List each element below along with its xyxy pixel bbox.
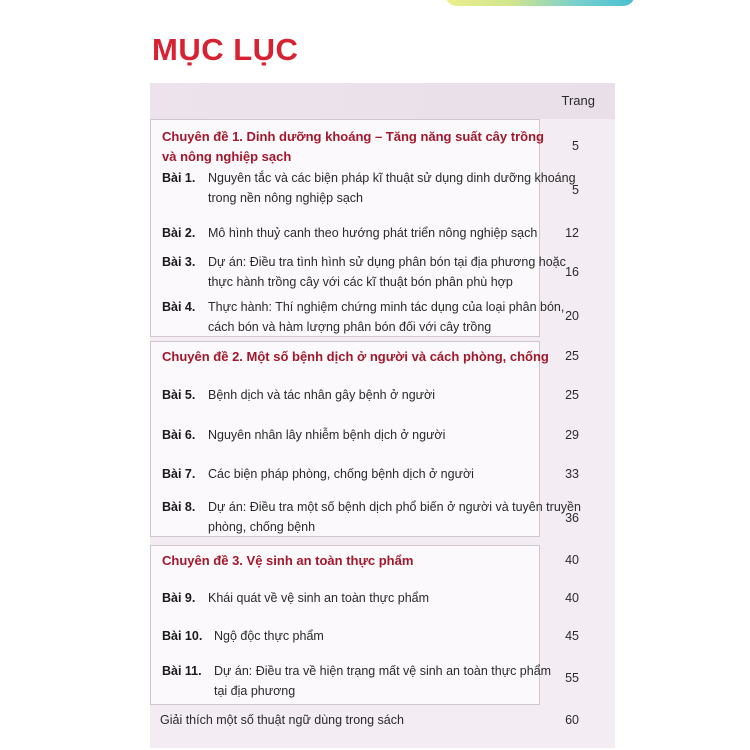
lesson-4-page: 20 [565,309,579,323]
lesson-10-line-1: Ngộ độc thực phẩm [214,629,324,643]
lesson-3-line-2: thực hành trồng cây với các kĩ thuật bón phân phù hợp [208,275,513,289]
lesson-6-label: Bài 6. [162,428,196,442]
page-top-band [0,0,750,16]
lesson-9-line-1: Khái quát về vệ sinh an toàn thực phẩm [208,591,430,605]
lesson-5-page: 25 [565,388,579,402]
glossary-page: 60 [565,713,579,727]
lesson-3-page: 16 [565,265,579,279]
lesson-7-line-1: Các biện pháp phòng, chống bệnh dịch ở người [208,467,474,481]
lesson-1-line-1: Nguyên tắc và các biện pháp kĩ thuật sử dụng dinh dưỡng khoáng [208,171,576,185]
lesson-9-label: Bài 9. [162,591,196,605]
lesson-7-label: Bài 7. [162,467,196,481]
lesson-6-line-1: Nguyên nhân lây nhiễm bệnh dịch ở người [208,428,446,442]
chapter-2-page: 25 [565,349,579,363]
glossary-entry: Giải thích một số thuật ngữ dùng trong sách [160,713,404,727]
chapter-3-page: 40 [565,553,579,567]
lesson-8-label: Bài 8. [162,500,196,514]
lesson-6-page: 29 [565,428,579,442]
page-title: MỤC LỤC [152,32,299,67]
toc-panel [150,83,615,748]
lesson-3-line-1: Dự án: Điều tra tình hình sử dụng phân bón tại địa phương hoặc [208,255,566,269]
lesson-11-line-1: Dự án: Điều tra về hiện trạng mất vệ sinh an toàn thực phẩm [214,664,552,678]
lesson-4-line-2: cách bón và hàm lượng phân bón đối với cây trồng [208,320,492,334]
lesson-9-page: 40 [565,591,579,605]
lesson-11-label: Bài 11. [162,664,202,678]
chapter-2-title-line-1: Chuyên đề 2. Một số bệnh dịch ở người và cách phòng, chống [162,349,549,364]
lesson-4-line-1: Thực hành: Thí nghiệm chứng minh tác dụng của loại phân bón, [208,300,565,314]
lesson-4-label: Bài 4. [162,300,196,314]
lesson-10-label: Bài 10. [162,629,203,643]
lesson-10-page: 45 [565,629,579,643]
lesson-2-label: Bài 2. [162,226,196,240]
lesson-5-line-1: Bệnh dịch và tác nhân gây bệnh ở người [208,388,435,402]
chapter-1-title-line-2: và nông nghiệp sạch [162,149,292,164]
lesson-8-line-1: Dự án: Điều tra một số bệnh dịch phổ biến ở người và tuyên truyền [208,500,581,514]
lesson-1-line-2: trong nền nông nghiệp sạch [208,191,363,205]
chapter-1-title-line-1: Chuyên đề 1. Dinh dưỡng khoáng – Tăng năng suất cây trồng [162,129,544,144]
lesson-8-page: 36 [565,511,579,525]
lesson-5-label: Bài 5. [162,388,196,402]
lesson-1-label: Bài 1. [162,171,196,185]
lesson-11-line-2: tại địa phương [214,684,296,698]
chapter-3-title-line-1: Chuyên đề 3. Vệ sinh an toàn thực phẩm [162,553,414,568]
lesson-8-line-2: phòng, chống bệnh [208,520,316,534]
chapter-3-box [150,545,540,705]
page-column-label: Trang [561,93,595,108]
lesson-2-page: 12 [565,226,579,240]
lesson-1-page: 5 [572,183,579,197]
lesson-2-line-1: Mô hình thuỷ canh theo hướng phát triển nông nghiệp sạch [208,226,538,240]
lesson-11-page: 55 [565,671,579,685]
chapter-1-page: 5 [572,139,579,153]
lesson-3-label: Bài 3. [162,255,196,269]
lesson-7-page: 33 [565,467,579,481]
toc-header-strip [150,83,615,119]
decorative-top-accent [445,0,635,6]
